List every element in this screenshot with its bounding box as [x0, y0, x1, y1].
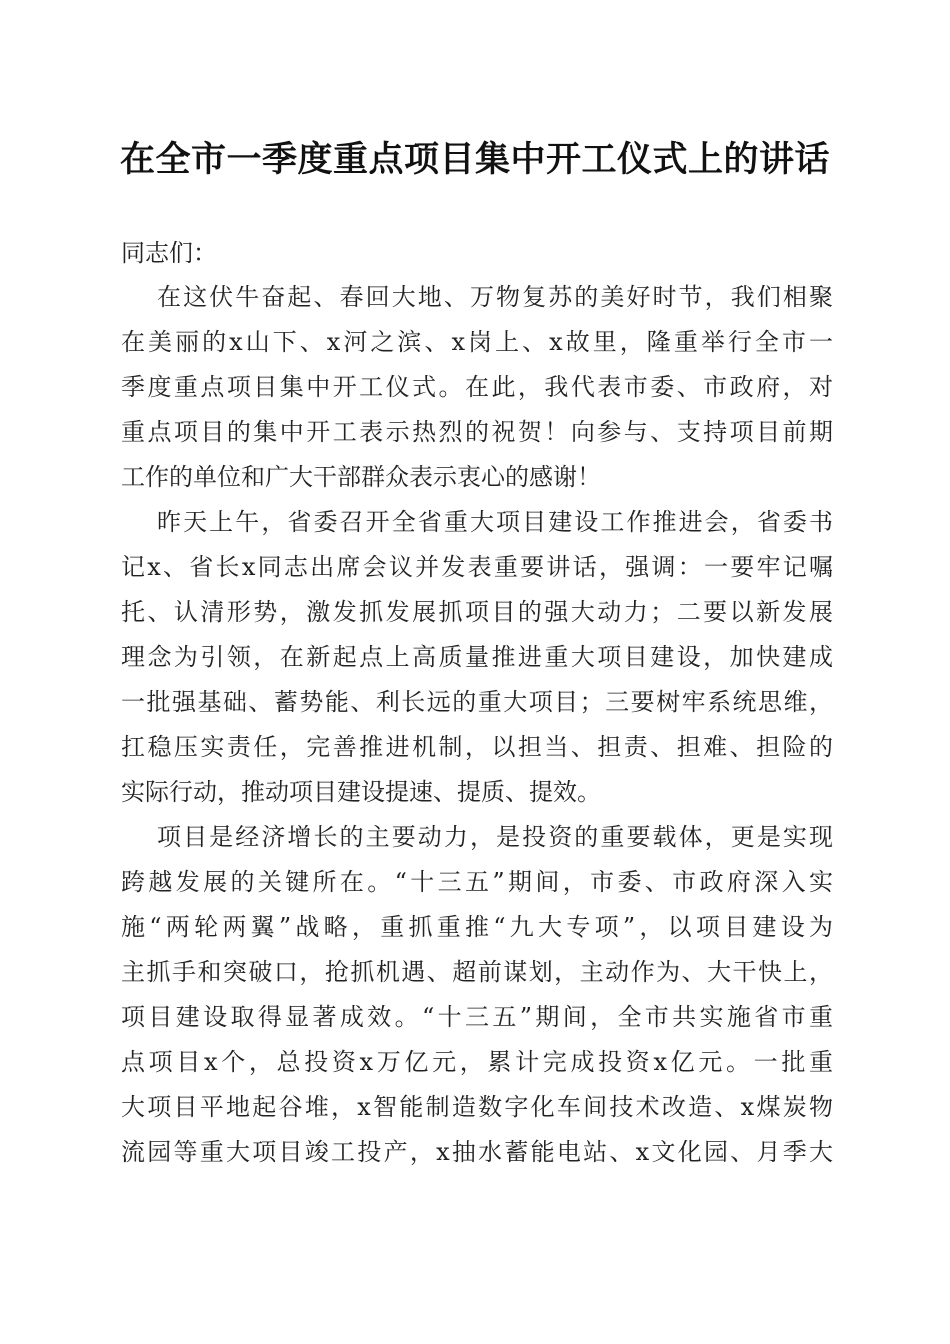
paragraph-line: 项目建设取得显著成效。“十三五”期间，全市共实施省市重	[121, 1003, 833, 1031]
paragraph-line: 记x、省长x同志出席会议并发表重要讲话，强调：一要牢记嘱	[121, 553, 833, 581]
paragraph-line: 点项目x个，总投资x万亿元，累计完成投资x亿元。一批重	[121, 1048, 833, 1076]
paragraph-line: 理念为引领，在新起点上高质量推进重大项目建设，加快建成	[121, 643, 833, 671]
paragraph-line: 大项目平地起谷堆，x智能制造数字化车间技术改造、x煤炭物	[121, 1093, 833, 1121]
paragraph-line: 工作的单位和广大干部群众表示衷心的感谢！	[121, 463, 601, 491]
paragraph-line: 一批强基础、蓄势能、利长远的重大项目；三要树牢系统思维，	[121, 688, 833, 716]
paragraph-line: 实际行动，推动项目建设提速、提质、提效。	[121, 778, 601, 806]
document-title: 在全市一季度重点项目集中开工仪式上的讲话	[119, 139, 830, 180]
paragraph-line: 托、认清形势，激发抓发展抓项目的强大动力；二要以新发展	[121, 598, 833, 626]
paragraph-line: 施“两轮两翼”战略，重抓重推“九大专项”，以项目建设为	[121, 913, 833, 941]
paragraph-line: 重点项目的集中开工表示热烈的祝贺！向参与、支持项目前期	[121, 418, 833, 446]
paragraph-line: 扛稳压实责任，完善推进机制，以担当、担责、担难、担险的	[121, 733, 833, 761]
paragraph-line: 流园等重大项目竣工投产，x抽水蓄能电站、x文化园、月季大	[121, 1138, 833, 1166]
paragraph-line: 项目是经济增长的主要动力，是投资的重要载体，更是实现	[157, 823, 833, 851]
paragraph-project-achievements	[121, 815, 833, 1175]
paragraph-line: 昨天上午，省委召开全省重大项目建设工作推进会，省委书	[157, 508, 833, 536]
salutation: 同志们：	[121, 239, 217, 267]
paragraph-line: 跨越发展的关键所在。“十三五”期间，市委、市政府深入实	[121, 868, 833, 896]
paragraph-opening	[121, 275, 833, 500]
paragraph-line: 在这伏牛奋起、春回大地、万物复苏的美好时节，我们相聚	[157, 283, 833, 311]
paragraph-line: 主抓手和突破口，抢抓机遇、超前谋划，主动作为、大干快上，	[121, 958, 833, 986]
paragraph-line: 季度重点项目集中开工仪式。在此，我代表市委、市政府，对	[121, 373, 833, 401]
paragraph-provincial-meeting	[121, 500, 833, 815]
paragraph-line: 在美丽的x山下、x河之滨、x岗上、x故里，隆重举行全市一	[121, 328, 833, 356]
